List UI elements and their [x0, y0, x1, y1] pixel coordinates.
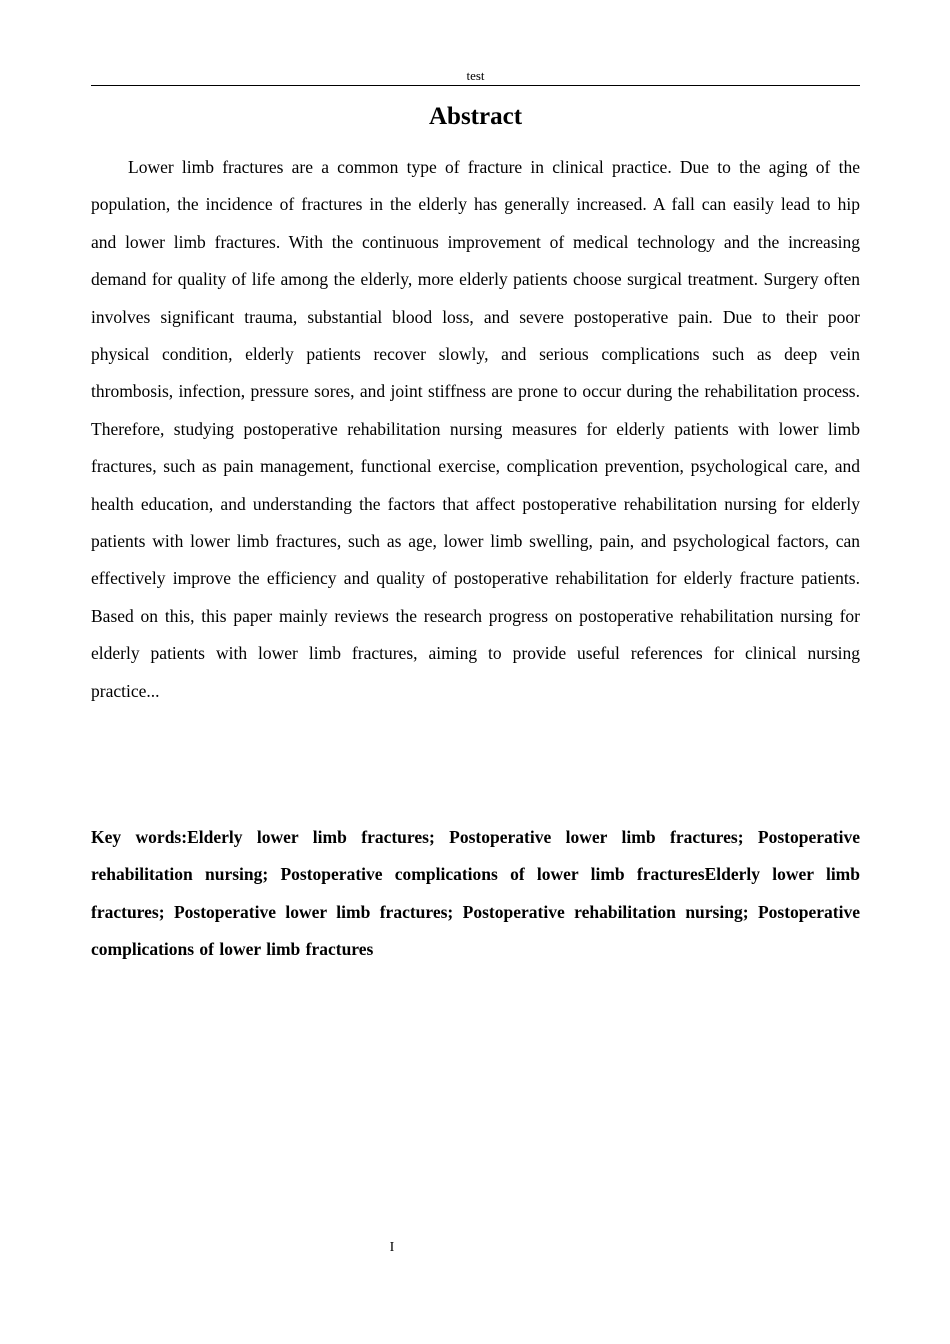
page-number: I [389, 1240, 395, 1255]
abstract-body: Lower limb fractures are a common type of fracture in clinical practice. Due to the aging of the population, the incidence of fractures in the elderly has generally increased. A fall can easily lead to hip and lower limb fractures. With the continuous improvement of medical technology and the increasing demand for quality of life among the elderly, more elderly patients choose surgical treatment. Surgery often involves significant trauma, substantial blood loss, and severe postoperative pain. Due to their poor physical condition, elderly patients recover slowly, and serious complications such as deep vein thrombosis, infection, pressure sores, and joint stiffness are prone to occur during the rehabilitation process. Therefore, studying postoperative rehabilitation nursing measures for elderly patients with lower limb fractures, such as pain management, functional exercise, complication prevention, psychological care, and health education, and understanding the factors that affect postoperative rehabilitation nursing for elderly patients with lower limb fractures, such as age, lower limb swelling, pain, and psychological factors, can effectively improve the efficiency and quality of postoperative rehabilitation for elderly fracture patients. Based on this, this paper mainly reviews the research progress on postoperative rehabilitation nursing for elderly patients with lower limb fractures, aiming to provide useful references for clinical nursing practice... [91, 157, 860, 701]
abstract-title: Abstract [428, 103, 523, 130]
page-header: test [466, 68, 485, 83]
keywords-paragraph: Key words:Elderly lower limb fractures; Postoperative lower limb fractures; Postoperative rehabilitation nursing; Postoperative complications of lower limb fracturesElderly lower limb fractures; Postoperative lower limb fractures; Postoperative rehabilitation nursing; Postoperative complications of lower limb fractures [91, 827, 860, 960]
header-divider [91, 85, 860, 86]
